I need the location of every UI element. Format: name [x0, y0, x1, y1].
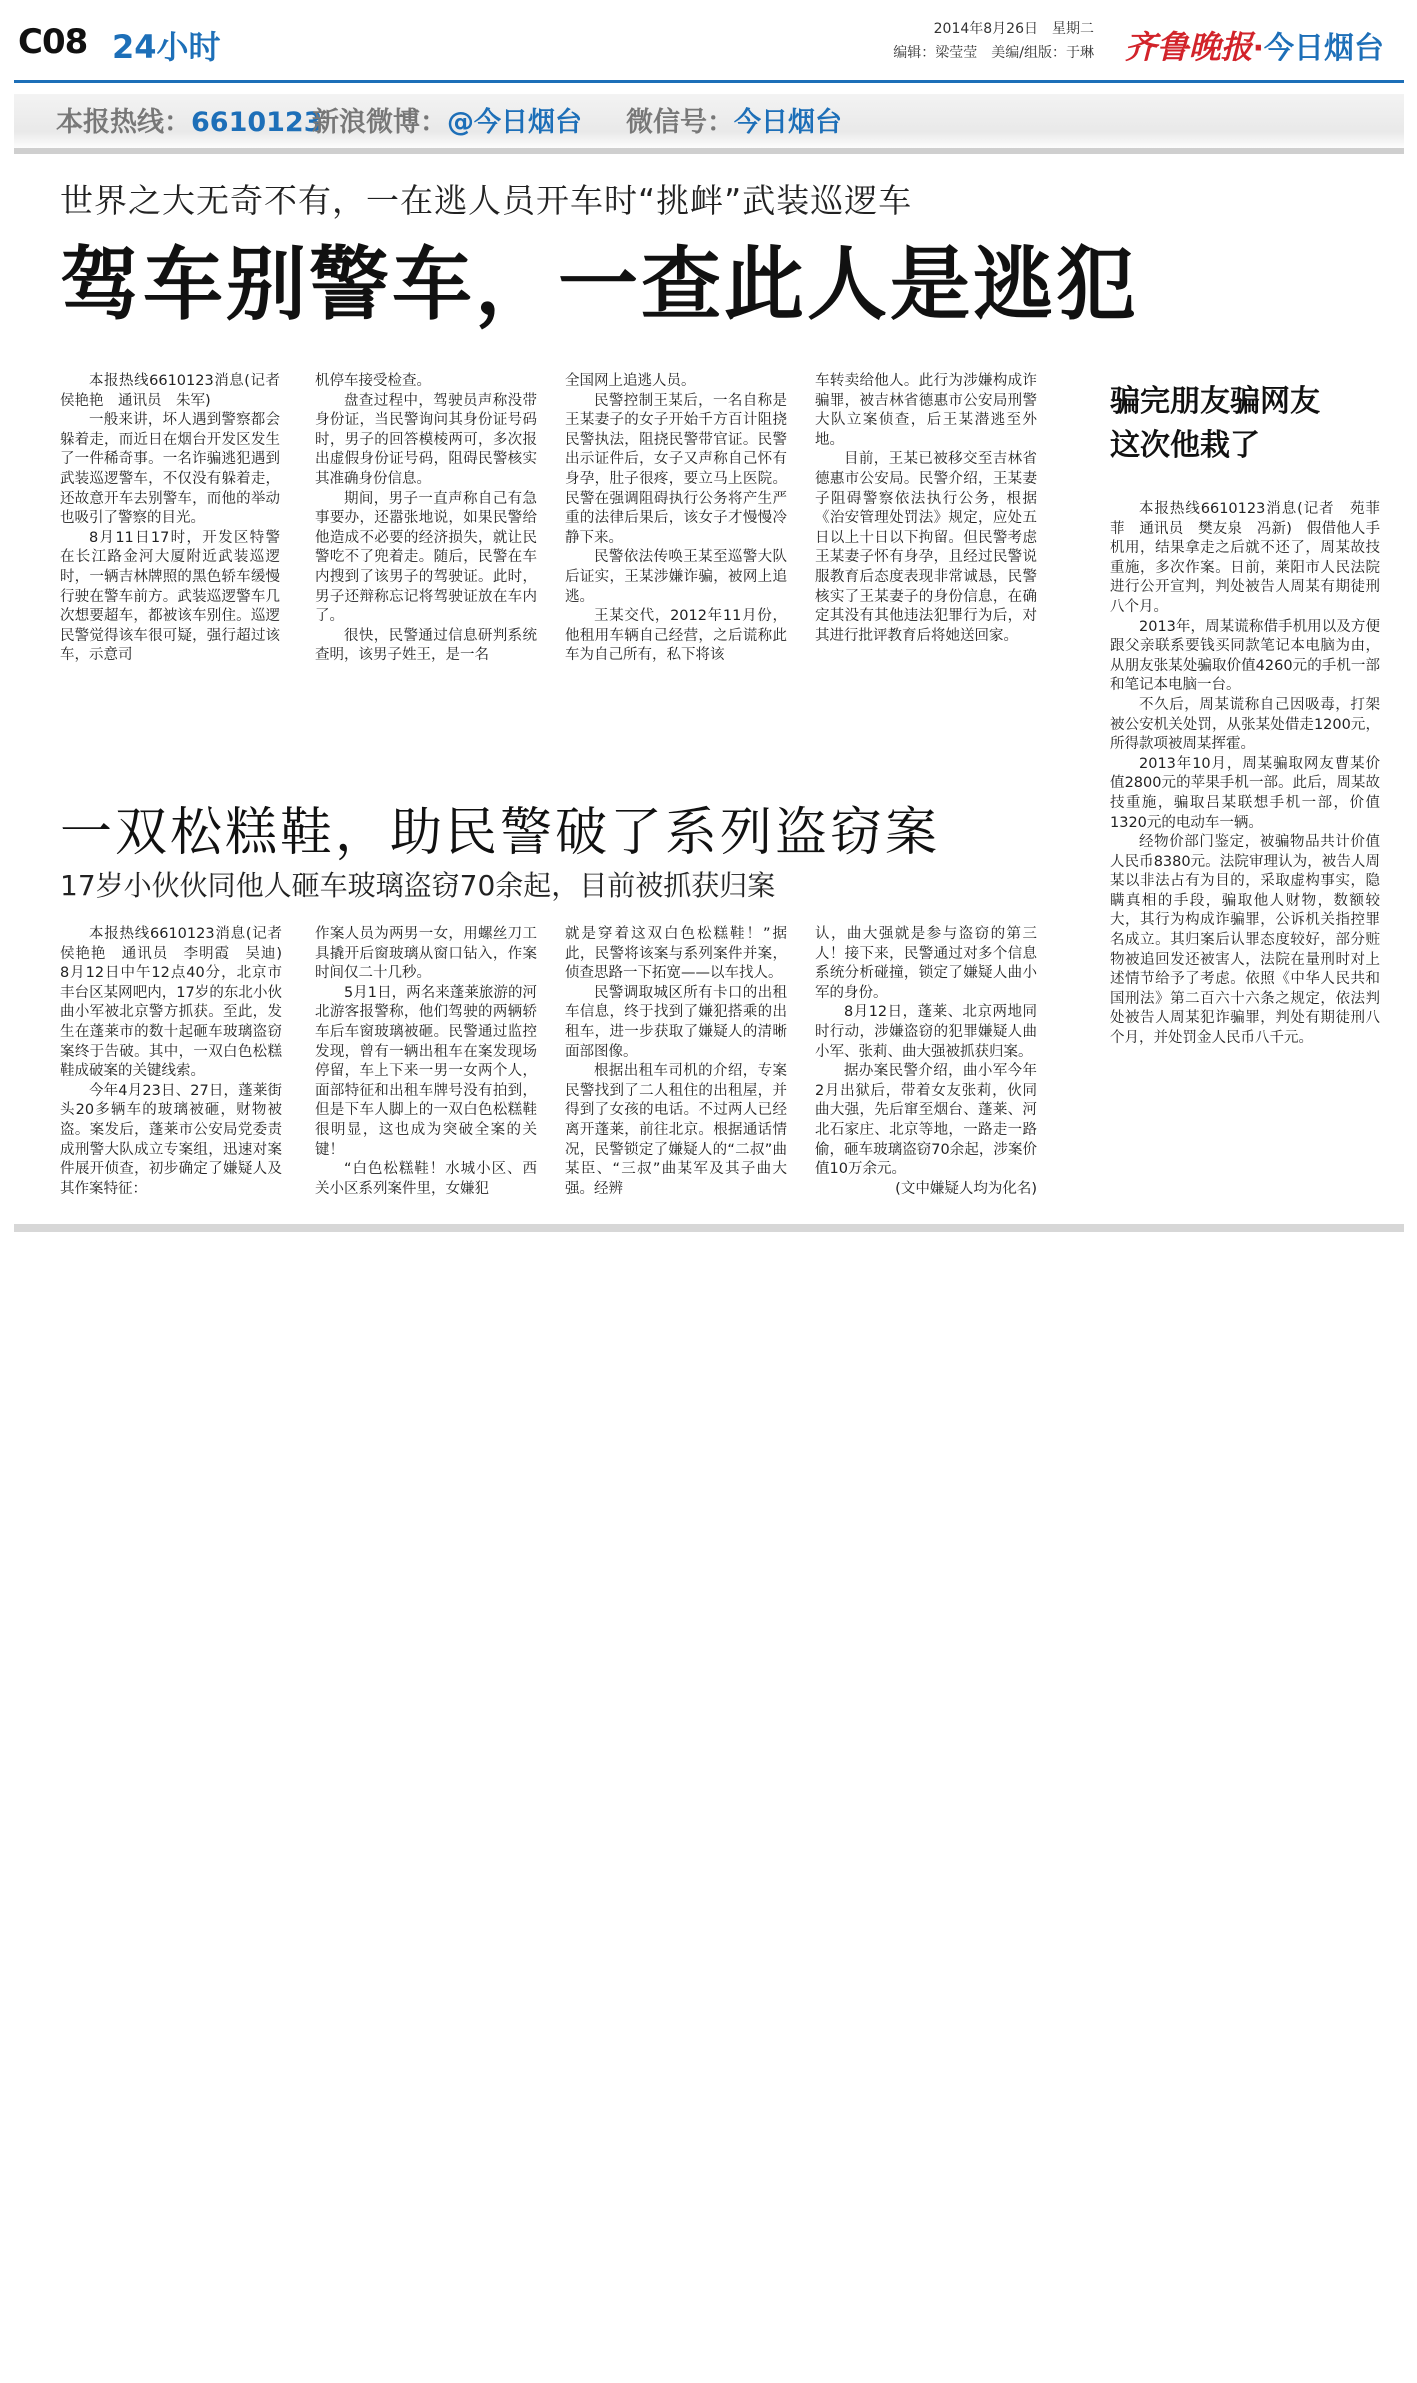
paragraph: 目前，王某已被移交至吉林省德惠市公安局。民警介绍，王某妻子阻碍警察依法执行公务，根据《治安管理处罚法》规定，应处五日以上十日以下拘留。但民警考虑王某妻子怀有身孕，且经过民警说服教育后态度表现非常诚恳，民警核实了王某妻子的身份信息，在确定其没有其他违法犯罪行为后，对其进行批评教育后将她送回家。 — [815, 451, 1037, 644]
story2-column-1 — [60, 925, 297, 1199]
hotline-item — [56, 100, 323, 139]
hotline-number: 6610123 — [191, 107, 323, 138]
wechat-id: 今日烟台 — [734, 107, 842, 138]
paragraph: 2013年，周某谎称借手机用以及方便跟父亲联系要钱买同款笔记本电脑为由，从朋友张某处骗取价值4260元的手机一部和笔记本电脑一台。 — [1110, 618, 1380, 694]
paragraph: 今年4月23日、27日，蓬莱街头20多辆车的玻璃被砸，财物被盗。案发后，蓬莱市公安局党委责成刑警大队成立专案组，迅速对案件展开侦查，初步确定了嫌疑人及其作案特征： — [60, 1082, 282, 1197]
paragraph: 经物价部门鉴定，被骗物品共计价值人民币8380元。法院审理认为，被告人周某以非法占有为目的，采取虚构事实，隐瞒真相的手段，骗取他人财物，数额较大，其行为构成诈骗罪，公诉机关指控罪名成立。其归案后认罪态度较好，部分赃物被追回发还被害人，法院在量刑时对上述情节给予了考虑。依照《中华人民共和国刑法》第二百六十六条之规定，依法判处被告人周某犯诈骗罪，判处有期徒刑八个月，并处罚金人民币八千元。 — [1110, 834, 1380, 1047]
story1-headline: 驾车别警车，一查此人是逃犯 — [60, 238, 1139, 331]
story2-headline: 一双松糕鞋，助民警破了系列盗窃案 — [60, 803, 941, 863]
sidebar-headline-line-1: 骗完朋友骗网友 — [1110, 384, 1320, 419]
story2-column-2 — [315, 925, 537, 1199]
paragraph: 认，曲大强就是参与盗窃的第三人！接下来，民警通过对多个信息系统分析碰撞，锁定了嫌疑人曲小军的身份。 — [815, 926, 1037, 1001]
issue-date: 2014年8月26日 星期二 — [933, 21, 1094, 37]
paragraph: (文中嫌疑人均为化名) — [895, 1180, 1037, 1197]
paragraph: 根据出租车司机的介绍，专案民警找到了二人租住的出租屋，并得到了女孩的电话。不过两人已经离开蓬莱，前往北京。根据通话情况，民警锁定了嫌疑人的“二叔”曲某臣、“三叔”曲某军及其子曲大强。经辨 — [565, 1063, 787, 1197]
page-header — [14, 8, 1404, 78]
paragraph: 8月11日17时，开发区特警在长江路金河大厦附近武装巡逻时，一辆吉林牌照的黑色轿车缓慢行驶在警车前方。武装巡逻警车几次想要超车，都被该车别住。巡逻民警觉得该车很可疑，强行超过该车，示意司 — [60, 529, 280, 664]
weibo-label: 新浪微博： — [312, 107, 447, 138]
story1-column-4 — [815, 372, 1037, 646]
paragraph: 车转卖给他人。此行为涉嫌构成诈骗罪，被吉林省德惠市公安局刑警大队立案侦查，后王某潜逃至外地。 — [815, 373, 1037, 448]
paragraph: 王某交代，2012年11月份，他租用车辆自己经营，之后谎称此车为自己所有，私下将该 — [565, 608, 787, 664]
wechat-item — [626, 100, 842, 139]
story2-column-3 — [565, 925, 787, 1199]
paragraph: 就是穿着这双白色松糕鞋！”据此，民警将该案与系列案件并案，侦查思路一下拓宽——以车找人。 — [565, 926, 787, 982]
wechat-label: 微信号： — [626, 107, 734, 138]
paragraph: 2013年10月，周某骗取网友曹某价值2800元的苹果手机一部。此后，周某故技重施，骗取吕某联想手机一部，价值1320元的电动车一辆。 — [1110, 755, 1380, 831]
weibo-item — [312, 100, 582, 139]
story1-column-1 — [60, 372, 295, 666]
paragraph: 5月1日，两名来蓬莱旅游的河北游客报警称，他们驾驶的两辆轿车后车窗玻璃被砸。民警通过监控发现，曾有一辆出租车在案发现场停留，车上下来一男一女两个人，面部特征和出租车牌号没有拍到，但是下车人脚上的一双白色松糕鞋很明显，这也成为突破全案的关键！ — [315, 984, 537, 1158]
paragraph: 作案人员为两男一女，用螺丝刀工具撬开后窗玻璃从窗口钻入，作案时间仅二十几秒。 — [315, 926, 537, 982]
paragraph: 8月12日，蓬莱、北京两地同时行动，涉嫌盗窃的犯罪嫌疑人曲小军、张莉、曲大强被抓获归案。 — [815, 1004, 1037, 1060]
paragraph: 一般来讲，坏人遇到警察都会躲着走，而近日在烟台开发区发生了一件稀奇事。一名诈骗逃犯遇到武装巡逻警车，不仅没有躲着走，还故意开车去别警车，而他的举动也吸引了警察的目光。 — [60, 412, 280, 527]
paragraph: 民警调取城区所有卡口的出租车信息，终于找到了嫌犯搭乘的出租车，进一步获取了嫌疑人的清晰面部图像。 — [565, 984, 787, 1060]
paragraph: 民警依法传唤王某至巡警大队后证实，王某涉嫌诈骗，被网上追逃。 — [565, 549, 787, 605]
paragraph: 机停车接受检查。 — [315, 373, 431, 389]
masthead-dot: · — [1252, 31, 1264, 66]
story1-column-3 — [565, 372, 787, 666]
paragraph: 全国网上追逃人员。 — [565, 373, 696, 389]
story1-column-2 — [315, 372, 537, 666]
paragraph: 盘查过程中，驾驶员声称没带身份证，当民警询问其身份证号码时，男子的回答模棱两可，多次报出虚假身份证号码，阻碍民警核实其准确身份信息。 — [315, 392, 537, 487]
masthead-edition: 今日烟台 — [1264, 31, 1384, 66]
paragraph: 民警控制王某后，一名自称是王某妻子的女子开始千方百计阻挠民警执法，阻挠民警带官证。民警出示证件后，女子又声称自己怀有身孕，肚子很疼，要立马上医院。民警在强调阻碍执行公务将产生严重的法律后果后，该女子才慢慢冷静下来。 — [565, 392, 787, 546]
weibo-handle: @今日烟台 — [447, 107, 582, 138]
sidebar-headline — [1110, 380, 1370, 468]
paragraph: 不久后，周某谎称自己因吸毒，打架被公安机关处罚，从张某处借走1200元，所得款项被周某挥霍。 — [1110, 696, 1380, 753]
bottom-divider — [14, 1224, 1404, 1232]
masthead-name: 齐鲁晚报 — [1124, 28, 1253, 66]
paragraph: 据办案民警介绍，曲小军今年2月出狱后，带着女友张莉，伙同曲大强，先后窜至烟台、蓬莱、河北石家庄、北京等地，一路走一路偷，砸车玻璃盗窃70余起，涉案价值10万余元。 — [815, 1063, 1037, 1178]
masthead-logo — [1125, 22, 1384, 68]
story2-subheadline: 17岁小伙伙同他人砸车玻璃盗窃70余起，目前被抓获归案 — [60, 869, 776, 902]
page-number: C08 — [18, 22, 88, 62]
story1-kicker: 世界之大无奇不有，一在逃人员开车时“挑衅”武装巡逻车 — [60, 181, 913, 220]
paragraph: 期间，男子一直声称自己有急事要办，还嚣张地说，如果民警给他造成不必要的经济损失，就让民警吃不了兜着走。随后，民警在车内搜到了该男子的驾驶证。此时，男子还辩称忘记将驾驶证放在车内了。 — [315, 490, 537, 625]
section-name: 24小时 — [112, 28, 221, 66]
paragraph: 本报热线6610123消息(记者 侯艳艳 通讯员 李明霞 吴迪) 8月12日中午12点40分，北京市丰台区某网吧内，17岁的东北小伙曲小军被北京警方抓获。至此，发生在蓬莱市的数十起砸车玻璃盗窃案终于告破。其中，一双白色松糕鞋成破案的关键线索。 — [60, 926, 297, 1080]
sidebar-headline-line-2: 这次他栽了 — [1110, 428, 1260, 463]
story2-column-4 — [815, 925, 1037, 1199]
editors-credit: 编辑：梁莹莹 美编/组版：于琳 — [893, 45, 1094, 61]
hotline-banner — [14, 86, 1404, 156]
paragraph: 本报热线6610123消息(记者 侯艳艳 通讯员 朱军) — [60, 373, 295, 409]
paragraph: 本报热线6610123消息(记者 苑菲菲 通讯员 樊友泉 冯新) 假借他人手机用，结果拿走之后就不还了，周某故技重施，多次作案。日前，莱阳市人民法院进行公开宣判，判处被告人周某有期徒刑八个月。 — [1110, 501, 1380, 615]
paragraph: 很快，民警通过信息研判系统查明，该男子姓王，是一名 — [315, 627, 537, 664]
hotline-label: 本报热线： — [56, 107, 191, 138]
paragraph: “白色松糕鞋！水城小区、西关小区系列案件里，女嫌犯 — [315, 1161, 537, 1197]
sidebar-body — [1110, 500, 1380, 1049]
header-divider — [14, 80, 1404, 83]
